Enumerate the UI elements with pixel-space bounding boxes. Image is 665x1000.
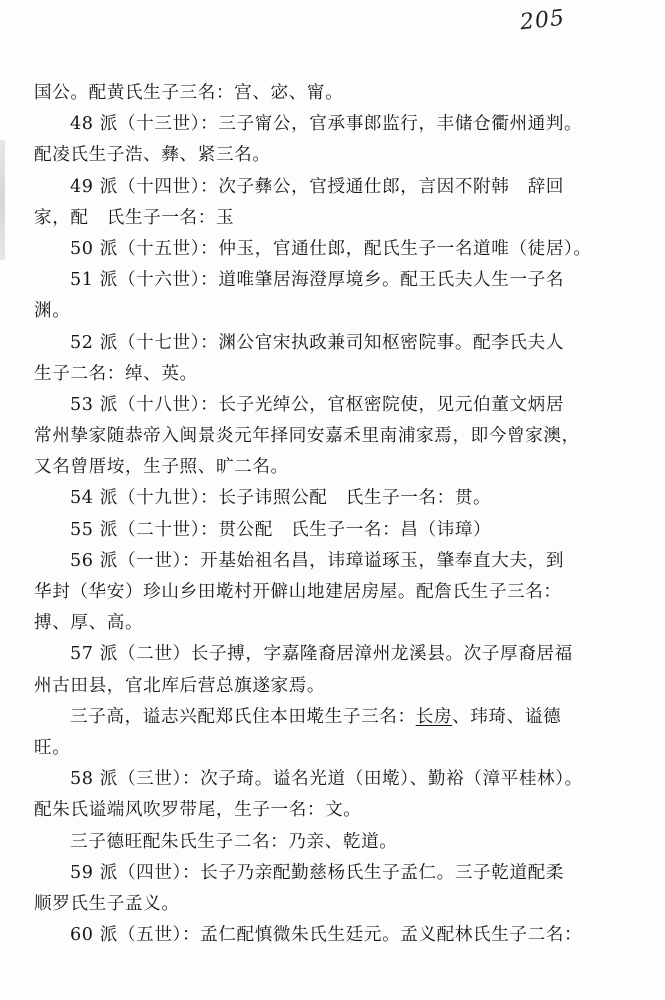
text-line — [34, 140, 634, 171]
scan-edge-mark — [0, 140, 5, 260]
handwritten-page-number: 205 — [518, 5, 567, 36]
text-line — [34, 608, 634, 639]
line-text-continued: 、玮琦、谥德 — [452, 706, 562, 727]
line-text: 搏、厚、高。 — [34, 613, 144, 634]
line-text: 52 派（十七世）：渊公官宋执政兼司知枢密院事。配李氏夫人 — [70, 332, 565, 353]
text-line — [34, 515, 634, 546]
line-text: 生子二名：绰、英。 — [34, 363, 198, 384]
text-line — [34, 546, 634, 577]
line-text: 50 派（十五世）：仲玉，官通仕郎，配氏生子一名道唯（徒居）。 — [70, 238, 592, 259]
line-text: 58 派（三世）：次子琦。谥名光道（田墘）、勤裕（漳平桂林）。 — [70, 769, 583, 790]
line-text: 国公。配黄氏生子三名：宫、宓、甯。 — [34, 83, 344, 103]
genealogy-text-body — [34, 78, 634, 951]
text-line — [34, 328, 634, 359]
line-text: 顺罗氏生子孟义。 — [34, 893, 180, 914]
line-text: 54 派（十九世）：长子讳照公配 氏生子一名：贯。 — [70, 488, 492, 509]
text-line — [34, 390, 634, 421]
line-text: 49 派（十四世）：次子彝公，官授通仕郎，言因不附韩 辞回 — [70, 176, 565, 197]
text-line — [34, 109, 634, 140]
line-text: 60 派（五世）：孟仁配慎微朱氏生廷元。孟义配林氏生子二名： — [70, 925, 583, 946]
text-line — [34, 78, 634, 109]
text-line — [34, 733, 634, 764]
line-text: 53 派（十八世）：长子光绰公，官枢密院使，见元伯董文炳居 — [70, 394, 565, 415]
text-line — [34, 639, 634, 670]
text-line — [34, 858, 634, 889]
line-text: 57 派（二世）长子搏，字嘉隆裔居漳州龙溪县。次子厚裔居福 — [70, 644, 573, 665]
line-text: 55 派（二十世）：贯公配 氏生子一名：昌（讳璋） — [70, 519, 492, 540]
text-line — [34, 795, 634, 826]
line-text: 渊。 — [34, 301, 71, 322]
text-line — [34, 265, 634, 296]
text-line — [34, 296, 634, 327]
text-line — [34, 764, 634, 795]
line-text: 旺。 — [34, 737, 71, 758]
line-text: 常州挚家随恭帝入闽景炎元年择同安嘉禾里南浦家焉，即今曾家澳， — [34, 426, 580, 447]
text-line — [34, 702, 634, 733]
text-line — [34, 203, 634, 234]
text-line — [34, 483, 634, 514]
line-text: 59 派（四世）：长子乃亲配勤慈杨氏生子孟仁。三子乾道配柔 — [70, 862, 565, 883]
line-text: 家，配 氏生子一名：玉 — [34, 207, 235, 228]
text-line — [34, 889, 634, 920]
text-line — [34, 452, 634, 483]
underlined-text: 长房 — [415, 706, 453, 727]
line-text: 48 派（十三世）：三子甯公，官承事郎监行，丰储仓衢州通判。 — [70, 114, 583, 135]
text-line — [34, 671, 634, 702]
text-line — [34, 920, 634, 951]
line-text: 配朱氏谥端风吹罗带尾，生子一名：文。 — [34, 800, 362, 821]
line-text: 三子德旺配朱氏生子二名：乃亲、乾道。 — [70, 831, 398, 852]
text-line — [34, 577, 634, 608]
text-line — [34, 421, 634, 452]
text-line — [34, 234, 634, 265]
text-line — [34, 172, 634, 203]
line-text: 华封（华安）珍山乡田墘村开僻山地建居房屋。配詹氏生子三名： — [34, 582, 562, 602]
text-line — [34, 827, 634, 858]
line-text: 又名曾厝垵，生子照、旷二名。 — [34, 457, 289, 478]
line-text: 州古田县，官北库后营总旗遂家焉。 — [34, 675, 326, 696]
line-text: 配凌氏生子浩、彝、紧三名。 — [34, 145, 271, 166]
line-text: 三子高，谥志兴配郑氏住本田墘生子三名： — [70, 706, 416, 727]
text-line — [34, 359, 634, 390]
line-text: 51 派（十六世）：道唯肇居海澄厚境乡。配王氏夫人生一子名 — [70, 270, 565, 291]
line-text: 56 派（一世）：开基始祖名昌，讳璋谥琢玉，肇奉直大夫，到 — [70, 550, 565, 571]
